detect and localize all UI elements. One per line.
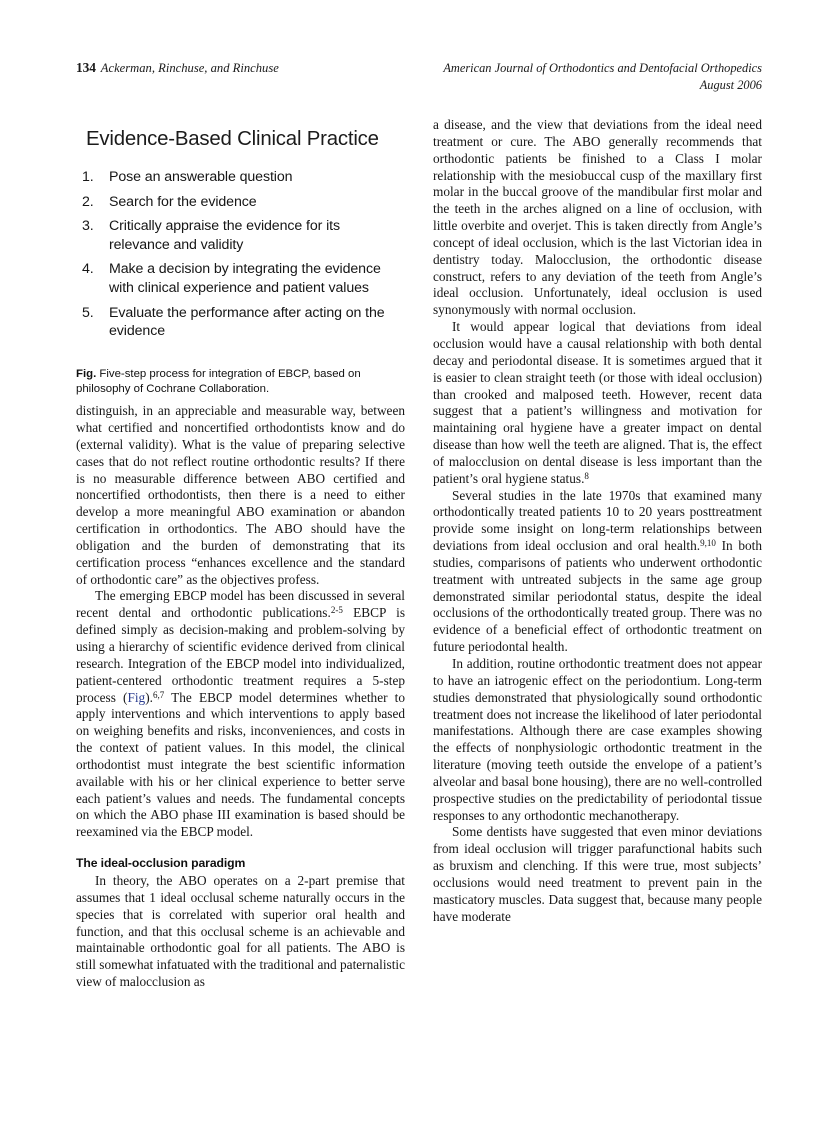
running-head-left <box>76 60 279 76</box>
paragraph-left-3: In theory, the ABO operates on a 2-part premise that assumes that 1 ideal occlusal scheme naturally occurs in the species that is correlated with superior oral health and function, and that this occlusal scheme is an achievable and maintainable orthodontic goal for all patients. The ABO is still somewhat infatuated with the traditional and paternalistic view of malocclusion as <box>76 873 406 990</box>
paragraph-right-1: a disease, and the view that deviations from the ideal need treatment or cure. The ABO generally recommends that orthodontic patients be finished to a Class I molar relationship with the mesiobuccal cusp of the maxillary first molar in the buccal groove of the mandibular first molar and the teeth in the arches aligned on a line of occlusion, with little overbite and overjet. This is taken directly from Angle’s concept of ideal occlusion, which is the last Victorian idea in dentistry today. Malocclusion, the orthodontic disease construct, refers to any deviation of the teeth from Angle’s ideal occlusion. Unfortunately, ideal occlusion is used synonymously with normal occlusion. <box>433 117 762 318</box>
two-column-body <box>76 117 762 1052</box>
paragraph-left-1: distinguish, in an appreciable and measurable way, between what certified and noncertified orthodontists know and do (external validity). What is the value of preparing selective cases that do not reflect routine orthodontic results? If there is no measurable difference between ABO certified and noncertified orthodontists, then there is a need to either develop a more meaningful ABO examination or abandon certification in orthodontics. The ABO should have the obligation and the burden of demonstrating that its certification process “enhances excellence and the standard of orthodontic care” as the objectives profess. <box>76 403 405 587</box>
figure-step-number: 3. <box>82 218 94 235</box>
paragraph-left-2-part-c: ). <box>145 689 153 705</box>
citation-ref-2-5[interactable]: 2-5 <box>330 605 343 616</box>
figure-step-text: Pose an answerable question <box>109 169 293 185</box>
issue-date: August 2006 <box>699 78 762 92</box>
figure-step-number: 1. <box>82 169 94 185</box>
figure-step-item <box>80 168 403 187</box>
figure-artwork <box>76 117 405 353</box>
figure-artwork-title: Evidence-Based Clinical Practice <box>86 128 379 150</box>
section-heading-ideal-occlusion-paradigm: The ideal-occlusion paradigm <box>76 856 246 871</box>
right-column <box>433 117 762 1052</box>
paragraph-left-2-part-b: EBCP is defined simply as decision-making and problem-solving by using a hierarchy of scientific evidence derived from clinical research. Integration of the EBCP model into individualized, patient-centered orthodontic treatment requires a 5-step process ( <box>76 605 405 705</box>
figure-step-text: Evaluate the performance after acting on the evidence <box>109 304 385 340</box>
running-head-authors: Ackerman, Rinchuse, and Rinchuse <box>100 61 279 75</box>
figure-cross-reference-link[interactable]: Fig <box>127 689 146 705</box>
journal-title: American Journal of Orthodontics and Dentofacial Orthopedics <box>443 61 762 75</box>
figure-step-number: 5. <box>82 304 94 321</box>
running-head-right <box>443 60 762 94</box>
figure-step-text: Make a decision by integrating the evidence with clinical experience and patient values <box>109 261 381 296</box>
paragraph-right-3 <box>433 488 762 656</box>
citation-ref-9-10[interactable]: 9,10 <box>700 537 716 548</box>
paragraph-left-2-part-d: The EBCP model determines whether to apply interventions and which interventions to apply based on weighing benefits and risks, inconveniences, and costs in the context of patient values. In this model, the clinical orthodontist must integrate the best scientific information available with his or her clinical experience to better serve each patient’s values and needs. The fundamental concepts on which the ABO phase III examination is based should be reexamined via the EBCP model. <box>76 689 405 840</box>
paragraph-right-3-part-b: In both studies, comparisons of patients who underwent orthodontic treatment with untreated subjects in the same age group demonstrated similar periodontal status, despite the ideal occlusions of the orthodontically treated group. There was no evidence of a beneficial effect of orthodontic treatment on future periodontal health. <box>433 538 762 655</box>
figure-step-number: 4. <box>82 261 94 278</box>
paragraph-right-5: Some dentists have suggested that even minor deviations from ideal occlusion will trigger parafunctional habits such as bruxism and clenching. If this were true, most subjects’ occlusions would need treatment to prevent pain in the masticatory muscles. Data suggest that, because many people have moderate <box>433 824 762 924</box>
citation-ref-6-7[interactable]: 6,7 <box>152 689 165 700</box>
figure-step-item <box>80 260 403 297</box>
figure-caption <box>76 367 405 397</box>
figure-step-number: 2. <box>82 193 94 210</box>
figure-step-item <box>80 193 403 212</box>
figure-step-item <box>80 304 403 341</box>
figure-step-text: Critically appraise the evidence for its relevance and validity <box>109 218 340 253</box>
page-number: 134 <box>76 60 96 75</box>
figure <box>76 117 405 397</box>
figure-step-item <box>80 217 403 254</box>
paragraph-left-2 <box>76 588 405 841</box>
citation-ref-8[interactable]: 8 <box>584 470 589 481</box>
paragraph-right-3-part-a: Several studies in the late 1970s that examined many orthodontically treated patients 10 to 20 years posttreatment provide some insight on long-term relationships between deviations from ideal occlusion and oral health. <box>433 487 762 554</box>
figure-caption-label: Fig. <box>76 367 97 380</box>
figure-caption-text: Five-step process for integration of EBCP, based on philosophy of Cochrane Collaboration. <box>76 367 361 395</box>
paragraph-right-2-text: It would appear logical that deviations from ideal occlusion would have a causal relationship with both dental decay and periodontal disease. It is sometimes argued that it is easier to clean straight teeth (or those with ideal occlusion) than crooked and malposed teeth. However, recent data suggest that a patient’s willingness and motivation for maintaining oral hygiene have a greater impact on dental disease than how well the teeth are aligned. That is, the effect of malocclusion on dental disease is less important than the patient’s oral hygiene status. <box>433 319 762 486</box>
paragraph-right-2 <box>433 319 762 487</box>
figure-step-text: Search for the evidence <box>109 193 257 210</box>
paragraph-left-2-part-a: The emerging EBCP model has been discussed in several recent dental and orthodontic publications. <box>76 588 405 621</box>
figure-steps-list <box>80 168 403 341</box>
paragraph-right-4: In addition, routine orthodontic treatment does not appear to have an iatrogenic effect on the periodontium. Long-term studies demonstrated that physiologically sound orthodontic treatment does not increase the likelihood of later periodontal manifestations. Although there are case examples showing the effects of nonphysiologic orthodontic treatment in the literature (moving teeth outside the envelope of a patient’s alveolar and basal bone housing), there are no well-controlled prospective studies on the predictability of periodontal tissue responses to any orthodontic mechanotherapy. <box>433 656 762 823</box>
running-head <box>76 60 762 100</box>
left-column <box>76 117 405 1052</box>
